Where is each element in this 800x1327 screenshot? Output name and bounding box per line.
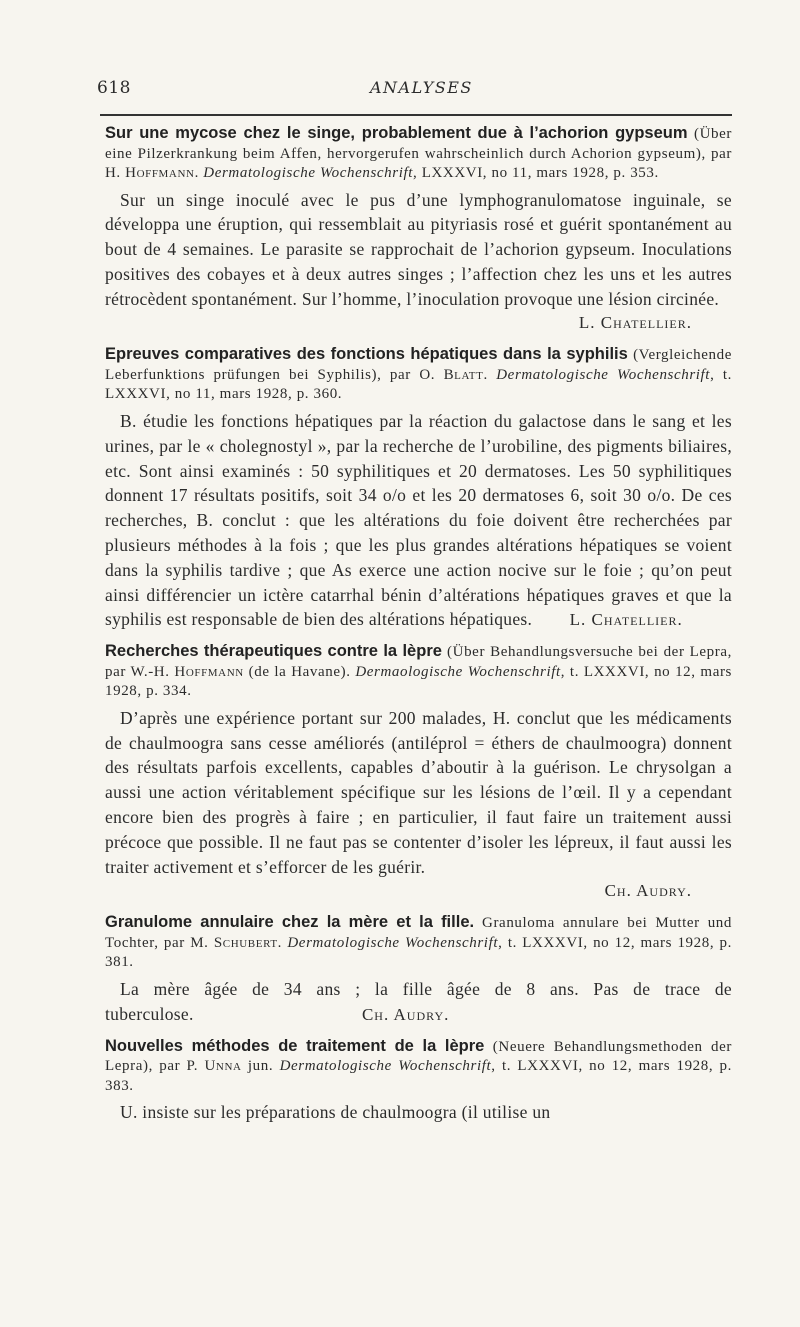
article-reference: , t. LXXXVI, no 12, mars 1928, p. 334. xyxy=(105,663,732,700)
article-signature: L. Chatellier. xyxy=(578,313,692,333)
article-text: U. insiste sur les préparations de chaulmoogra (il utilise un xyxy=(120,1102,551,1123)
article-subtitle: Granuloma annulare bei Mutter und Tochter, par M. xyxy=(105,915,732,951)
article-title: Epreuves comparatives des fonctions hépatiques dans la syphilis xyxy=(105,345,628,364)
article-granulome xyxy=(105,913,732,1026)
article-journal: Dermatologische Wochenschrift xyxy=(279,1058,492,1075)
article-subtitle: (Neuere Behandlungsmethoden der Lepra), par P. xyxy=(105,1038,732,1075)
article-journal: Dermatologische Wochenschrift xyxy=(496,366,711,383)
article-heading xyxy=(105,642,732,702)
article-subtitle: (Über eine Pilzerkrankung beim Affen, hervorgerufen wahrscheinlich durch Achorion gypseum), par H. xyxy=(105,126,732,181)
article-title: Nouvelles méthodes de traitement de la lèpre xyxy=(105,1036,485,1055)
article-separator: . xyxy=(483,366,497,383)
article-heading xyxy=(105,913,732,973)
article-body xyxy=(105,1100,732,1125)
article-body xyxy=(105,977,732,1027)
article-hepatiques xyxy=(105,345,732,632)
article-reference: , LXXXVI, no 11, mars 1928, p. 353. xyxy=(413,165,659,181)
article-subtitle: (Über Behandlungsversuche bei der Lepra, par W.-H. xyxy=(105,644,732,680)
section-title: ANALYSES xyxy=(370,78,473,97)
article-subtitle: (Vergleichende Leberfunktions prüfungen bei Syphilis), par O. xyxy=(105,347,732,383)
article-title: Sur une mycose chez le singe, probablement due à l’achorion gypseum xyxy=(105,124,688,142)
article-separator: . xyxy=(194,165,204,181)
article-journal: Dermatologische Wochenschrift xyxy=(203,165,414,181)
article-author: Unna xyxy=(204,1058,242,1075)
article-author: Hoffmann xyxy=(125,165,195,181)
article-title: Granulome annulaire chez la mère et la fille. xyxy=(105,913,475,932)
article-journal: Dermatologische Wochenschrift xyxy=(287,934,499,951)
article-lepre-recherches xyxy=(105,642,732,903)
article-heading xyxy=(105,345,732,405)
article-author: Blatt xyxy=(443,366,484,383)
article-reference: , t. LXXXVI, no 12, mars 1928, p. 383. xyxy=(105,1058,732,1094)
article-reference: , t. LXXXVI, no 11, mars 1928, p. 360. xyxy=(105,366,733,403)
article-lepre-methodes xyxy=(105,1037,732,1125)
article-separator: . xyxy=(277,934,288,951)
article-text-content: B. étudie les fonctions hépatiques par la réaction du galactose dans le sang et les urines, par le « cholegnostyl », par la recherche de l’urobiline, des pigments biliaires, etc. Sont ainsi examinés : 50 syphilitiques et 20 dermatoses. Les 50 syphilitiques donnent 17 résultats positifs, soit 34 o/o et les 20 dermatoses 6, soit 30 o/o. De ces recherches, B. conclut : que les altérations du foie doivent être recherchées par plusieurs méthodes à la fois ; que les plus grandes altérations hépatiques se voient dans la syphilis tardive ; que As exerce une action nocive sur le foie ; qu’on peut ainsi différencier un ictère catarrhal bénin d’altérations hépatiques graves et que la syphilis est responsable de bien des altérations hépatiques. xyxy=(105,410,732,630)
article-signature: Ch. Audry. xyxy=(604,881,692,901)
article-text: D’après une expérience portant sur 200 malades, H. conclut que les médicaments de chaulmoogra sans cesse améliorés (antiléprol = éthers de chaulmoogra) donnent des résultats parfois excellents, capables d’aboutir à la guérison. Le chrysolgan a aussi une action véritablement spécifique sur les lésions de l’œil. Il y a cependant encore bien des progrès à faire ; en particulier, il faut faire un traitement aussi précoce que possible. Il ne faut pas se contenter d’isoler les lépreux, il faut aussi les traiter activement et s’efforcer de les guérir. xyxy=(105,707,732,877)
article-body xyxy=(105,188,732,336)
page-number: 618 xyxy=(97,78,131,98)
article-body xyxy=(105,409,732,632)
article-body xyxy=(105,706,732,904)
article-text: Sur un singe inoculé avec le pus d’une lymphogranulomatose inguinale, se développa une éruption, qui ressemblait au pityriasis rosé et guérit spontanément au bout de 4 semaines. Le parasite se rapprochait de l’achorion gypseum. Inoculations positives des cobayes et à deux autres singes ; l’affection chez les uns et les autres rétrocèdent spontanément. Sur l’homme, l’inoculation provoque une lésion circinée. xyxy=(105,189,732,309)
article-author: Hoffmann xyxy=(174,663,244,680)
article-separator: (de la Havane). xyxy=(243,663,356,680)
running-header xyxy=(0,78,800,100)
article-list xyxy=(105,124,732,1135)
article-title: Recherches thérapeutiques contre la lèpre xyxy=(105,642,442,661)
article-signature: L. Chatellier. xyxy=(569,610,683,630)
article-reference: , t. LXXXVI, no 12, mars 1928, p. 381. xyxy=(105,934,732,971)
article-heading xyxy=(105,1037,732,1097)
article-heading xyxy=(105,124,732,184)
article-signature: Ch. Audry. xyxy=(361,1004,450,1024)
article-mycose xyxy=(105,124,732,335)
header-rule xyxy=(100,114,732,116)
article-separator: jun. xyxy=(241,1058,280,1075)
article-journal: Dermaologische Wochenschrift xyxy=(355,663,561,680)
article-text-content: La mère âgée de 34 ans ; la fille âgée de 8 ans. Pas de trace de tuberculose. xyxy=(105,978,732,1024)
article-author: Schubert xyxy=(213,934,278,951)
article-text xyxy=(105,977,732,1027)
article-text xyxy=(105,409,732,632)
